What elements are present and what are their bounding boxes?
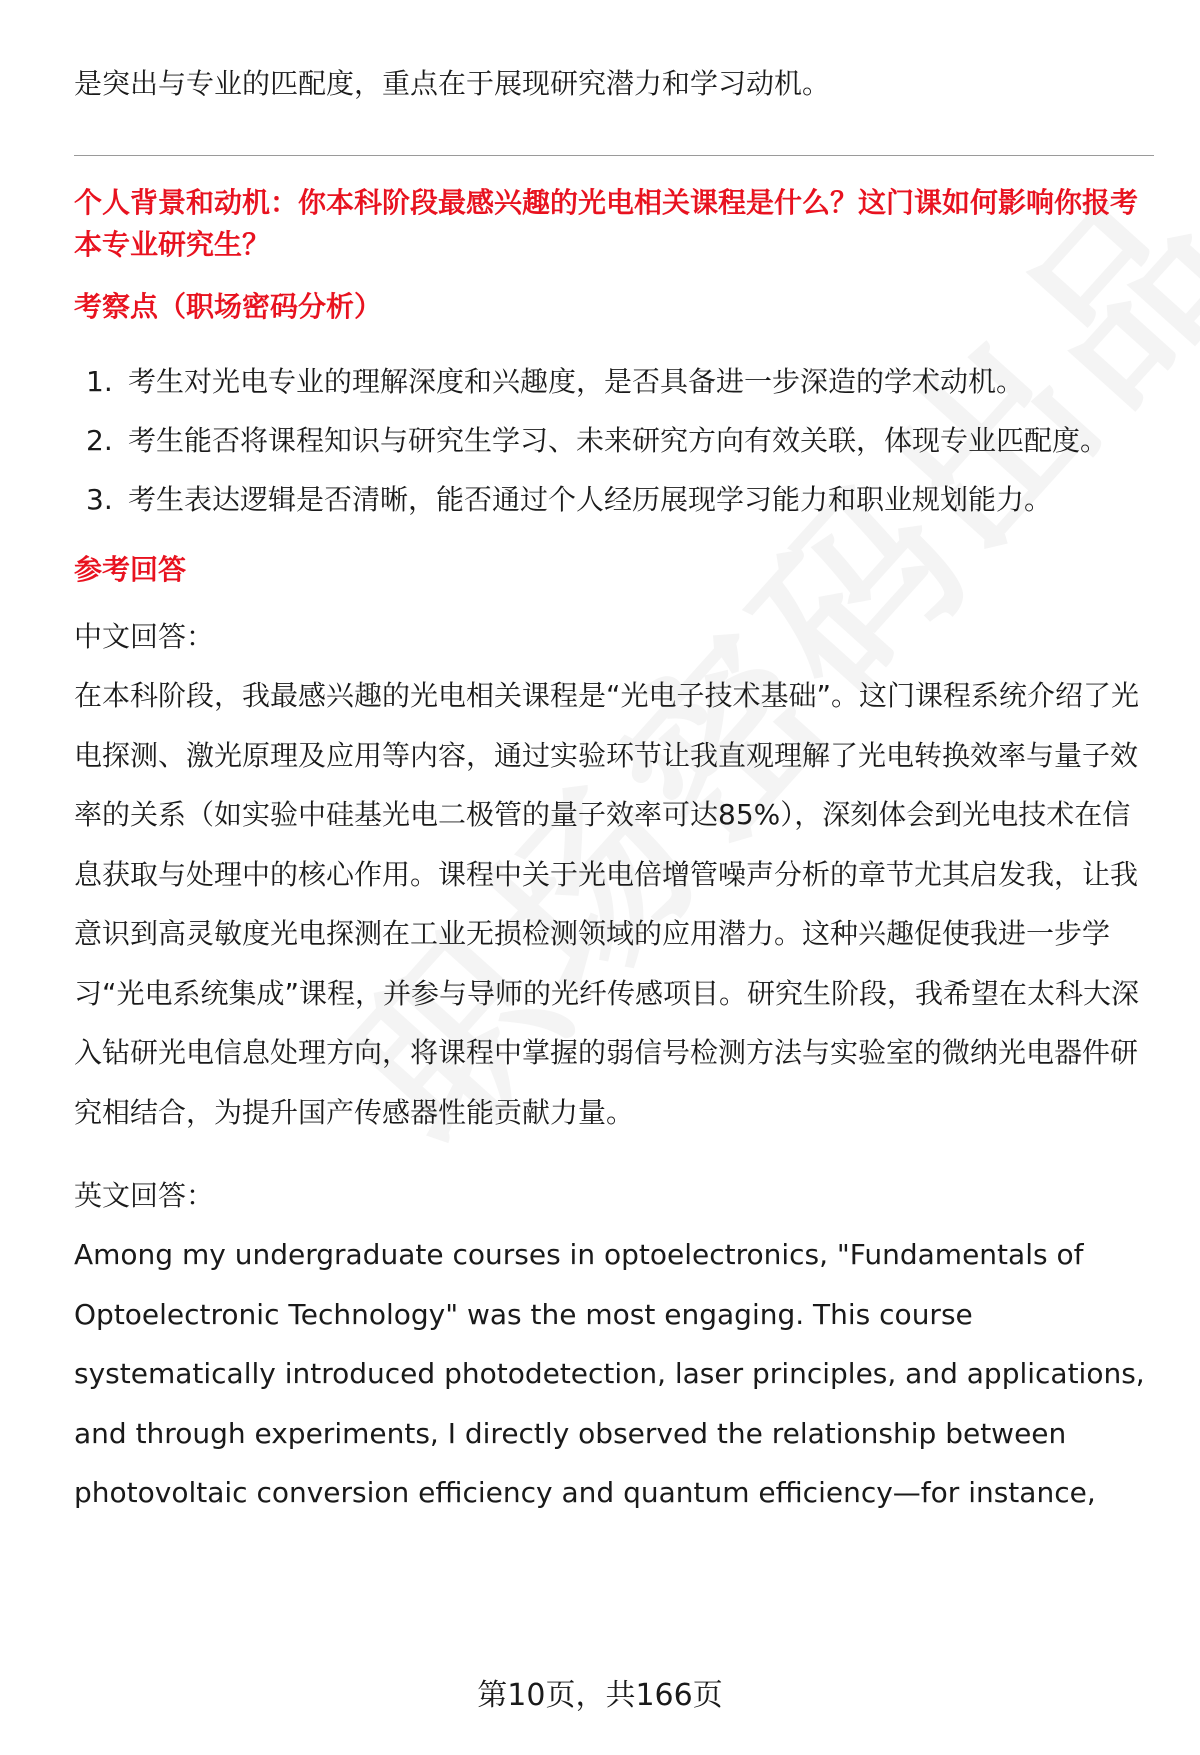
exam-points-heading: 考察点（职场密码分析） — [74, 290, 383, 323]
list-item-text: 考生表达逻辑是否清晰，能否通过个人经历展现学习能力和职业规划能力。 — [128, 483, 1053, 516]
list-item-text: 考生对光电专业的理解深度和兴趣度，是否具备进一步深造的学术动机。 — [128, 365, 1025, 398]
list-item — [74, 470, 1154, 529]
list-number: 3. — [86, 483, 113, 516]
english-answer-text: Among my undergraduate courses in optoelectronics, "Fundamentals of Optoelectronic Technology" was the most engaging. This course systematically introduced photodetection, laser principles, and applications, and through experiments, I directly observed the relationship between photovoltaic conversion efficiency and quantum efficiency—for instance, — [74, 1238, 1145, 1509]
list-item — [74, 411, 1154, 470]
section-divider — [74, 155, 1154, 156]
chinese-answer-text: 在本科阶段，我最感兴趣的光电相关课程是“光电子技术基础”。这门课程系统介绍了光电探测、激光原理及应用等内容，通过实验环节让我直观理解了光电转换效率与量子效率的关系（如实验中硅基光电二极管的量子效率可达85%），深刻体会到光电技术在信息获取与处理中的核心作用。课程中关于光电倍增管噪声分析的章节尤其启发我，让我意识到高灵敏度光电探测在工业无损检测领域的应用潜力。这种兴趣促使我进一步学习“光电系统集成”课程，并参与导师的光纤传感项目。研究生阶段，我希望在太科大深入钻研光电信息处理方向，将课程中掌握的弱信号检测方法与实验室的微纳光电器件研究相结合，为提升国产传感器性能贡献力量。 — [74, 679, 1140, 1129]
exam-points-list — [74, 352, 1154, 529]
list-item-text: 考生能否将课程知识与研究生学习、未来研究方向有效关联，体现专业匹配度。 — [128, 424, 1109, 457]
document-page — [74, 54, 1154, 1523]
list-item — [74, 352, 1154, 411]
english-answer-label: 英文回答： — [74, 1179, 215, 1212]
question-heading: 个人背景和动机：你本科阶段最感兴趣的光电相关课程是什么？这门课如何影响你报考本专业研究生？ — [74, 186, 1139, 261]
list-number: 2. — [86, 424, 113, 457]
list-number: 1. — [86, 365, 113, 398]
chinese-answer-label: 中文回答： — [74, 620, 215, 653]
intro-line: 是突出与专业的匹配度，重点在于展现研究潜力和学习动机。 — [74, 67, 831, 100]
reference-answer-heading: 参考回答 — [74, 553, 187, 586]
page-number-footer: 第10页，共166页 — [477, 1678, 723, 1713]
